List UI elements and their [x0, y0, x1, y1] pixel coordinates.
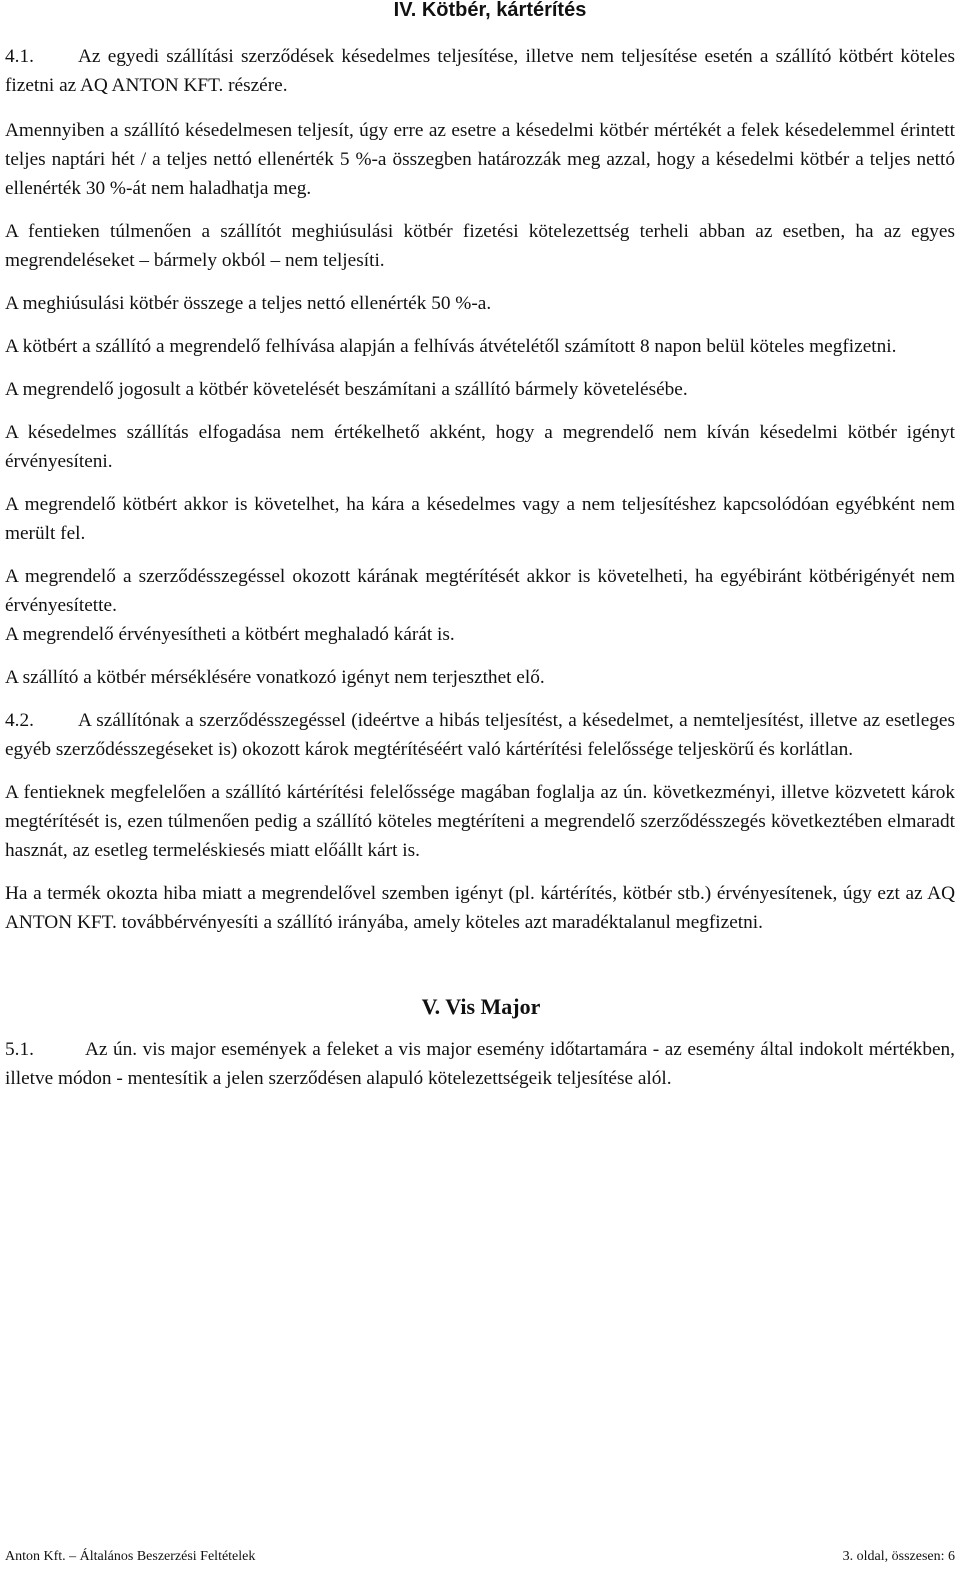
paragraph-failure-amount: A meghiúsulási kötbér összege a teljes nettó ellenérték 50 %-a. — [5, 293, 492, 314]
paragraph-late-acceptance: A késedelmes szállítás elfogadása nem értékelhető akként, hogy a megrendelő nem kíván késedelmi kötbér igényt érvényesíteni. — [5, 422, 955, 472]
paragraph-payment-deadline: A kötbért a szállító a megrendelő felhívása alapján a felhívás átvételétől számított 8 napon belül köteles megfizetni. — [5, 336, 897, 357]
clause-5-1-number: 5.1. — [5, 1039, 34, 1060]
section-4-title: IV. Kötbér, kártérítés — [393, 0, 587, 21]
paragraph-consequential-damage: A fentieknek megfelelően a szállító kártérítési felelőssége magában foglalja az ún. következményi, illetve közvetett károk megtérítését is, ezen túlmenően pedig a szállító köteles megtéríteni a megrendelő szerződésszegés következtében elmaradt hasznát, az esetleg termeléskiesés miatt előállt kárt is. — [5, 782, 955, 861]
paragraph-late-penalty: Amennyiben a szállító késedelmesen teljesít, úgy erre az esetre a késedelmi kötbér mértékét a felek késedelemmel érintett teljes naptári hét / a teljes nettó ellenérték 5 %-a összegben határozzák meg azzal, hogy a késedelmi kötbér a teljes nettó ellenérték 30 %-át nem haladhatja meg. — [5, 120, 955, 199]
paragraph-no-damage: A megrendelő kötbért akkor is követelhet, ha kára a késedelmes vagy a nem teljesítéshez kapcsolódóan egyébként nem merült fel. — [5, 494, 955, 544]
footer-document-title: Anton Kft. – Általános Beszerzési Feltételek — [5, 1549, 256, 1564]
clause-5-1-text: Az ún. vis major események a feleket a vis major esemény időtartamára - az esemény által indokolt mértékben, illetve módon - mentesítik a jelen szerződésen alapuló kötelezettségeik teljesítése alól. — [5, 1039, 955, 1089]
clause-4-1-number: 4.1. — [5, 46, 34, 67]
paragraph-excess-damage: A megrendelő érvényesítheti a kötbért meghaladó kárát is. — [5, 624, 455, 645]
paragraph-damage-recovery: A megrendelő a szerződésszegéssel okozott kárának megtérítését akkor is követelheti, ha egyébiránt kötbérigényét nem érvényesítette. — [5, 566, 955, 616]
paragraph-product-liability: Ha a termék okozta hiba miatt a megrendelővel szemben igényt (pl. kártérítés, kötbér stb.) érvényesítenek, úgy ezt az AQ ANTON KFT. továbbérvényesíti a szállító irányába, amely köteles azt maradéktalanul megfizetni. — [5, 883, 955, 933]
footer-page-number: 3. oldal, összesen: 6 — [842, 1549, 955, 1564]
paragraph-failure-penalty: A fentieken túlmenően a szállítót meghiúsulási kötbér fizetési kötelezettség terheli abban az esetben, ha az egyes megrendeléseket – bármely okból – nem teljesíti. — [5, 221, 955, 271]
clause-5-1 — [5, 1035, 955, 1093]
paragraph-set-off: A megrendelő jogosult a kötbér követelését beszámítani a szállító bármely követelésébe. — [5, 379, 688, 400]
clause-4-1 — [5, 42, 955, 100]
clause-4-2-text: A szállítónak a szerződésszegéssel (ideértve a hibás teljesítést, a késedelmet, a nemteljesítést, illetve az esetleges egyéb szerződésszegéseket is) okozott károk megtérítéséért való kártérítési felelőssége teljeskörű és korlátlan. — [5, 710, 955, 760]
clause-4-1-text: Az egyedi szállítási szerződések késedelmes teljesítése, illetve nem teljesítése esetén a szállító kötbért köteles fizetni az AQ ANTON KFT. részére. — [5, 46, 955, 96]
section-5-title: V. Vis Major — [421, 994, 541, 1019]
document-page — [5, 0, 955, 1107]
clause-4-2-number: 4.2. — [5, 710, 34, 731]
page-footer — [5, 1549, 955, 1565]
clause-4-2 — [5, 706, 955, 764]
paragraph-no-reduction: A szállító a kötbér mérséklésére vonatkozó igényt nem terjeszthet elő. — [5, 667, 545, 688]
